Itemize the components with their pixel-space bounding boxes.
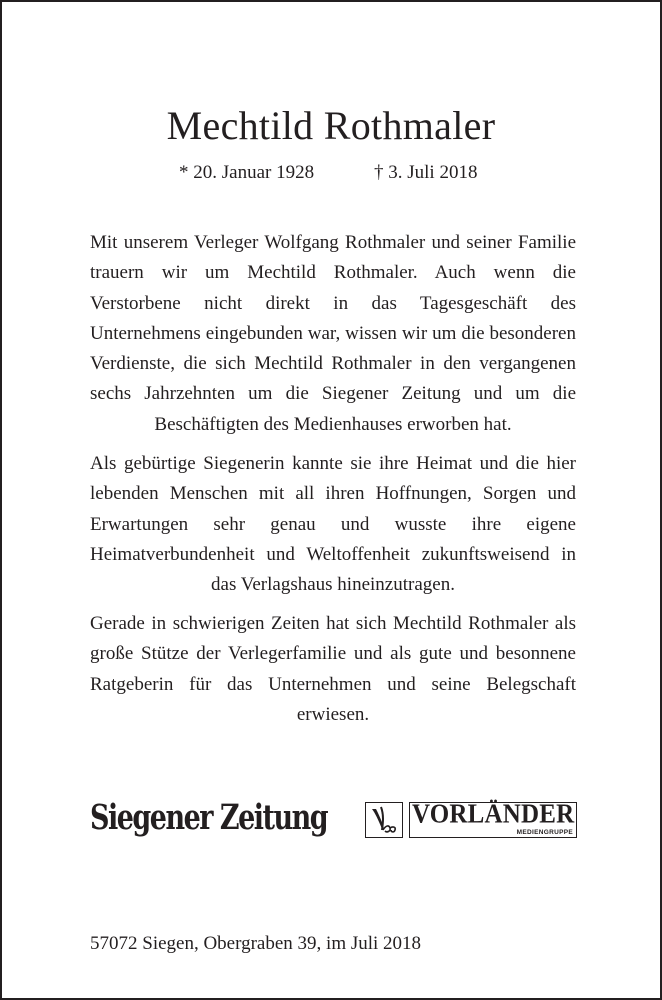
vorlaender-emblem-icon [365, 802, 403, 838]
paragraph-3: Gerade in schwierigen Zeiten hat sich Mechtild Rothmaler als große Stütze der Verlegerfamilie und als gute und besonnene Ratgeberin für das Unternehmen und seine Belegschaft erwiesen. [90, 613, 576, 725]
siegener-zeitung-logo: Siegener Zeitung [90, 797, 328, 838]
vorlaender-name: VORLÄNDER [412, 799, 575, 830]
death-date: † 3. Juli 2018 [374, 162, 478, 183]
vorlaender-subtitle: MEDIENGRUPPE [516, 829, 573, 836]
place-and-date: 57072 Siegen, Obergraben 39, im Juli 2018 [90, 933, 422, 954]
paragraph-2: Als gebürtige Siegenerin kannte sie ihre Heimat und die hier lebenden Menschen mit all ihren Hoffnungen, Sorgen und Erwartungen sehr genau und wusste ihre eigene Heimatverbundenheit und Weltoffenheit zukunftsweisend in das Verlagshaus hineinzutragen. [90, 453, 576, 596]
birth-date: * 20. Januar 1928 [179, 162, 315, 183]
vorlaender-wordmark [409, 799, 577, 838]
vorlaender-logo [365, 799, 577, 840]
paragraph-1: Mit unserem Verleger Wolfgang Rothmaler und seiner Familie trauern wir um Mechtild Rothmaler. Auch wenn die Verstorbene nicht direkt in das Tagesgeschäft des Unternehmens eingebunden war, wissen wir um die besonderen Verdienste, die sich Mechtild Rothmaler in den vergangenen sechs Jahrzehnten um die Siegener Zeitung und um die Beschäftigten des Medienhauses erworben hat. [90, 232, 576, 435]
deceased-name: Mechtild Rothmaler [166, 103, 496, 148]
